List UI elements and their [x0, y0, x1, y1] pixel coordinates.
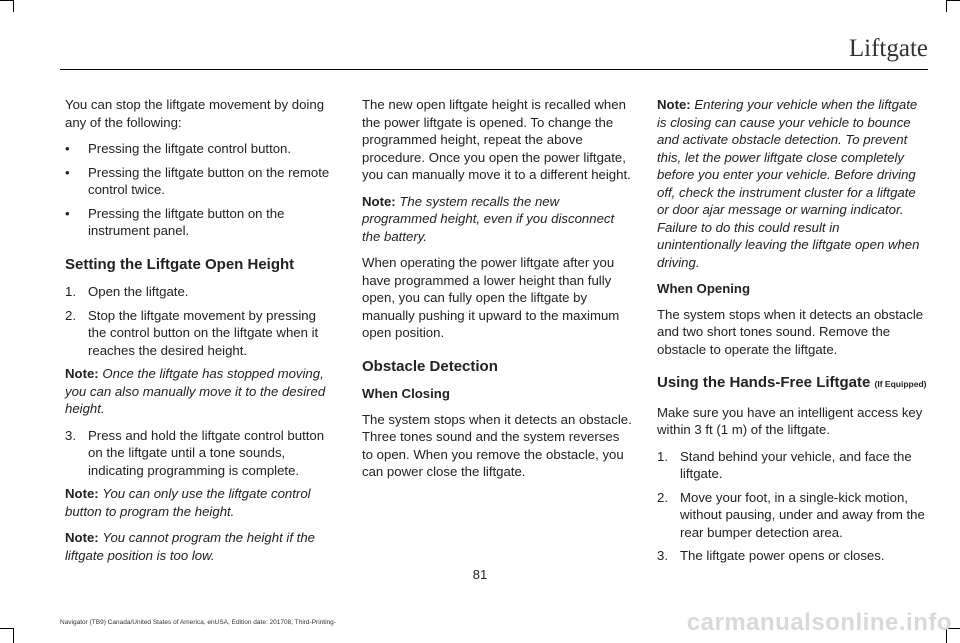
step-number: 2.: [65, 307, 76, 323]
note: [362, 193, 632, 246]
subheading-when-closing: When Closing: [362, 386, 450, 401]
note: [65, 529, 335, 564]
bullet-icon: •: [65, 205, 70, 221]
footer-text: Navigator (TB9) Canada/United States of America, enUSA, Edition date: 201708, Third-Printing-: [60, 619, 336, 626]
note-label: Note:: [65, 530, 99, 545]
step-text: Open the liftgate.: [88, 284, 189, 299]
step-item: [65, 283, 335, 301]
watermark: carmanualsonline.info: [686, 609, 952, 636]
heading-qualifier: (If Equipped): [874, 379, 927, 389]
note-text: Once the liftgate has stopped moving, you can also manually move it to the desired height.: [65, 366, 326, 416]
note-label: Note:: [65, 366, 99, 381]
list-item-text: Pressing the liftgate button on the remote control twice.: [88, 164, 330, 197]
page-title: Liftgate: [848, 35, 928, 62]
list-item: [65, 205, 335, 240]
note-text: You can only use the liftgate control button to program the height.: [65, 486, 311, 519]
step-number: 2.: [657, 489, 668, 505]
column-1: [65, 96, 335, 573]
bullet-icon: •: [65, 164, 70, 180]
step-number: 1.: [65, 284, 76, 299]
bullet-icon: •: [65, 141, 70, 156]
paragraph: When operating the power liftgate after you have programmed a lower height than fully open, you can fully open the liftgate by manually pushing it upward to the maximum open position.: [362, 255, 620, 340]
step-text: Stop the liftgate movement by pressing the control button on the liftgate when it reaches the desired height.: [88, 307, 319, 358]
note-label: Note:: [65, 486, 99, 501]
note: [65, 485, 335, 520]
note-text: You cannot program the height if the liftgate position is too low.: [65, 530, 315, 563]
crop-mark: [0, 0, 14, 1]
section-heading-obstacle-detection: Obstacle Detection: [362, 357, 498, 375]
paragraph: The system stops when it detects an obstacle. Three tones sound and the system reverses to open. When you remove the obstacle, you can power close the liftgate.: [362, 411, 632, 479]
step-item: [65, 427, 335, 480]
step-number: 3.: [657, 548, 668, 563]
column-3: [657, 96, 927, 571]
step-item: [657, 448, 927, 483]
bullet-list: [65, 140, 335, 240]
note: [65, 365, 335, 418]
paragraph: The new open liftgate height is recalled when the power liftgate is opened. To change the programmed height, repeat the above procedure. Once you open the power liftgate, you can manually move it to a different height.: [362, 97, 631, 182]
header-rule: [60, 69, 928, 70]
note-text: Entering your vehicle when the liftgate is closing can cause your vehicle to bounce and activate obstacle detection. To prevent this, let the power liftgate close completely before you enter your vehicle. Before driving off, check the instrument cluster for a liftgate or door ajar message or warning indicator. Failure to do this could result in unintentionally leaving the liftgate open when driving.: [657, 97, 920, 270]
list-item-text: Pressing the liftgate control button.: [88, 141, 292, 156]
crop-mark: [946, 0, 947, 12]
page-number: 81: [472, 567, 488, 582]
crop-mark: [0, 628, 14, 629]
crop-mark: [13, 0, 14, 12]
step-item: [657, 547, 927, 565]
section-heading-open-height: Setting the Liftgate Open Height: [65, 255, 295, 273]
list-item: [65, 164, 335, 199]
step-text: Stand behind your vehicle, and face the liftgate.: [680, 448, 912, 481]
note-text: The system recalls the new programmed height, even if you disconnect the battery.: [362, 193, 615, 244]
column-2: [362, 96, 632, 490]
step-text: The liftgate power opens or closes.: [680, 548, 885, 563]
step-item: [657, 489, 927, 542]
list-item: [65, 140, 335, 158]
section-heading-hands-free: [657, 374, 927, 394]
note-label: Note:: [362, 193, 396, 209]
paragraph: The system stops when it detects an obstacle and two short tones sound. Remove the obstacle to operate the liftgate.: [657, 306, 924, 357]
step-item: [65, 307, 335, 360]
note: [657, 96, 927, 271]
intro-paragraph: You can stop the liftgate movement by doing any of the following:: [65, 97, 325, 130]
step-text: Move your foot, in a single-kick motion, without pausing, under and away from the rear bumper detection area.: [680, 489, 925, 540]
list-item-text: Pressing the liftgate button on the instrument panel.: [88, 205, 285, 238]
crop-mark: [13, 629, 14, 643]
note-label: Note:: [657, 97, 691, 112]
step-text: Press and hold the liftgate control button on the liftgate until a tone sounds, indicating programming is complete.: [88, 427, 325, 478]
step-number: 1.: [657, 448, 668, 464]
paragraph: Make sure you have an intelligent access key within 3 ft (1 m) of the liftgate.: [657, 404, 923, 437]
crop-mark: [946, 0, 960, 1]
heading-text: Using the Hands-Free Liftgate: [657, 374, 871, 391]
subheading-when-opening: When Opening: [657, 281, 751, 296]
step-number: 3.: [65, 427, 76, 443]
